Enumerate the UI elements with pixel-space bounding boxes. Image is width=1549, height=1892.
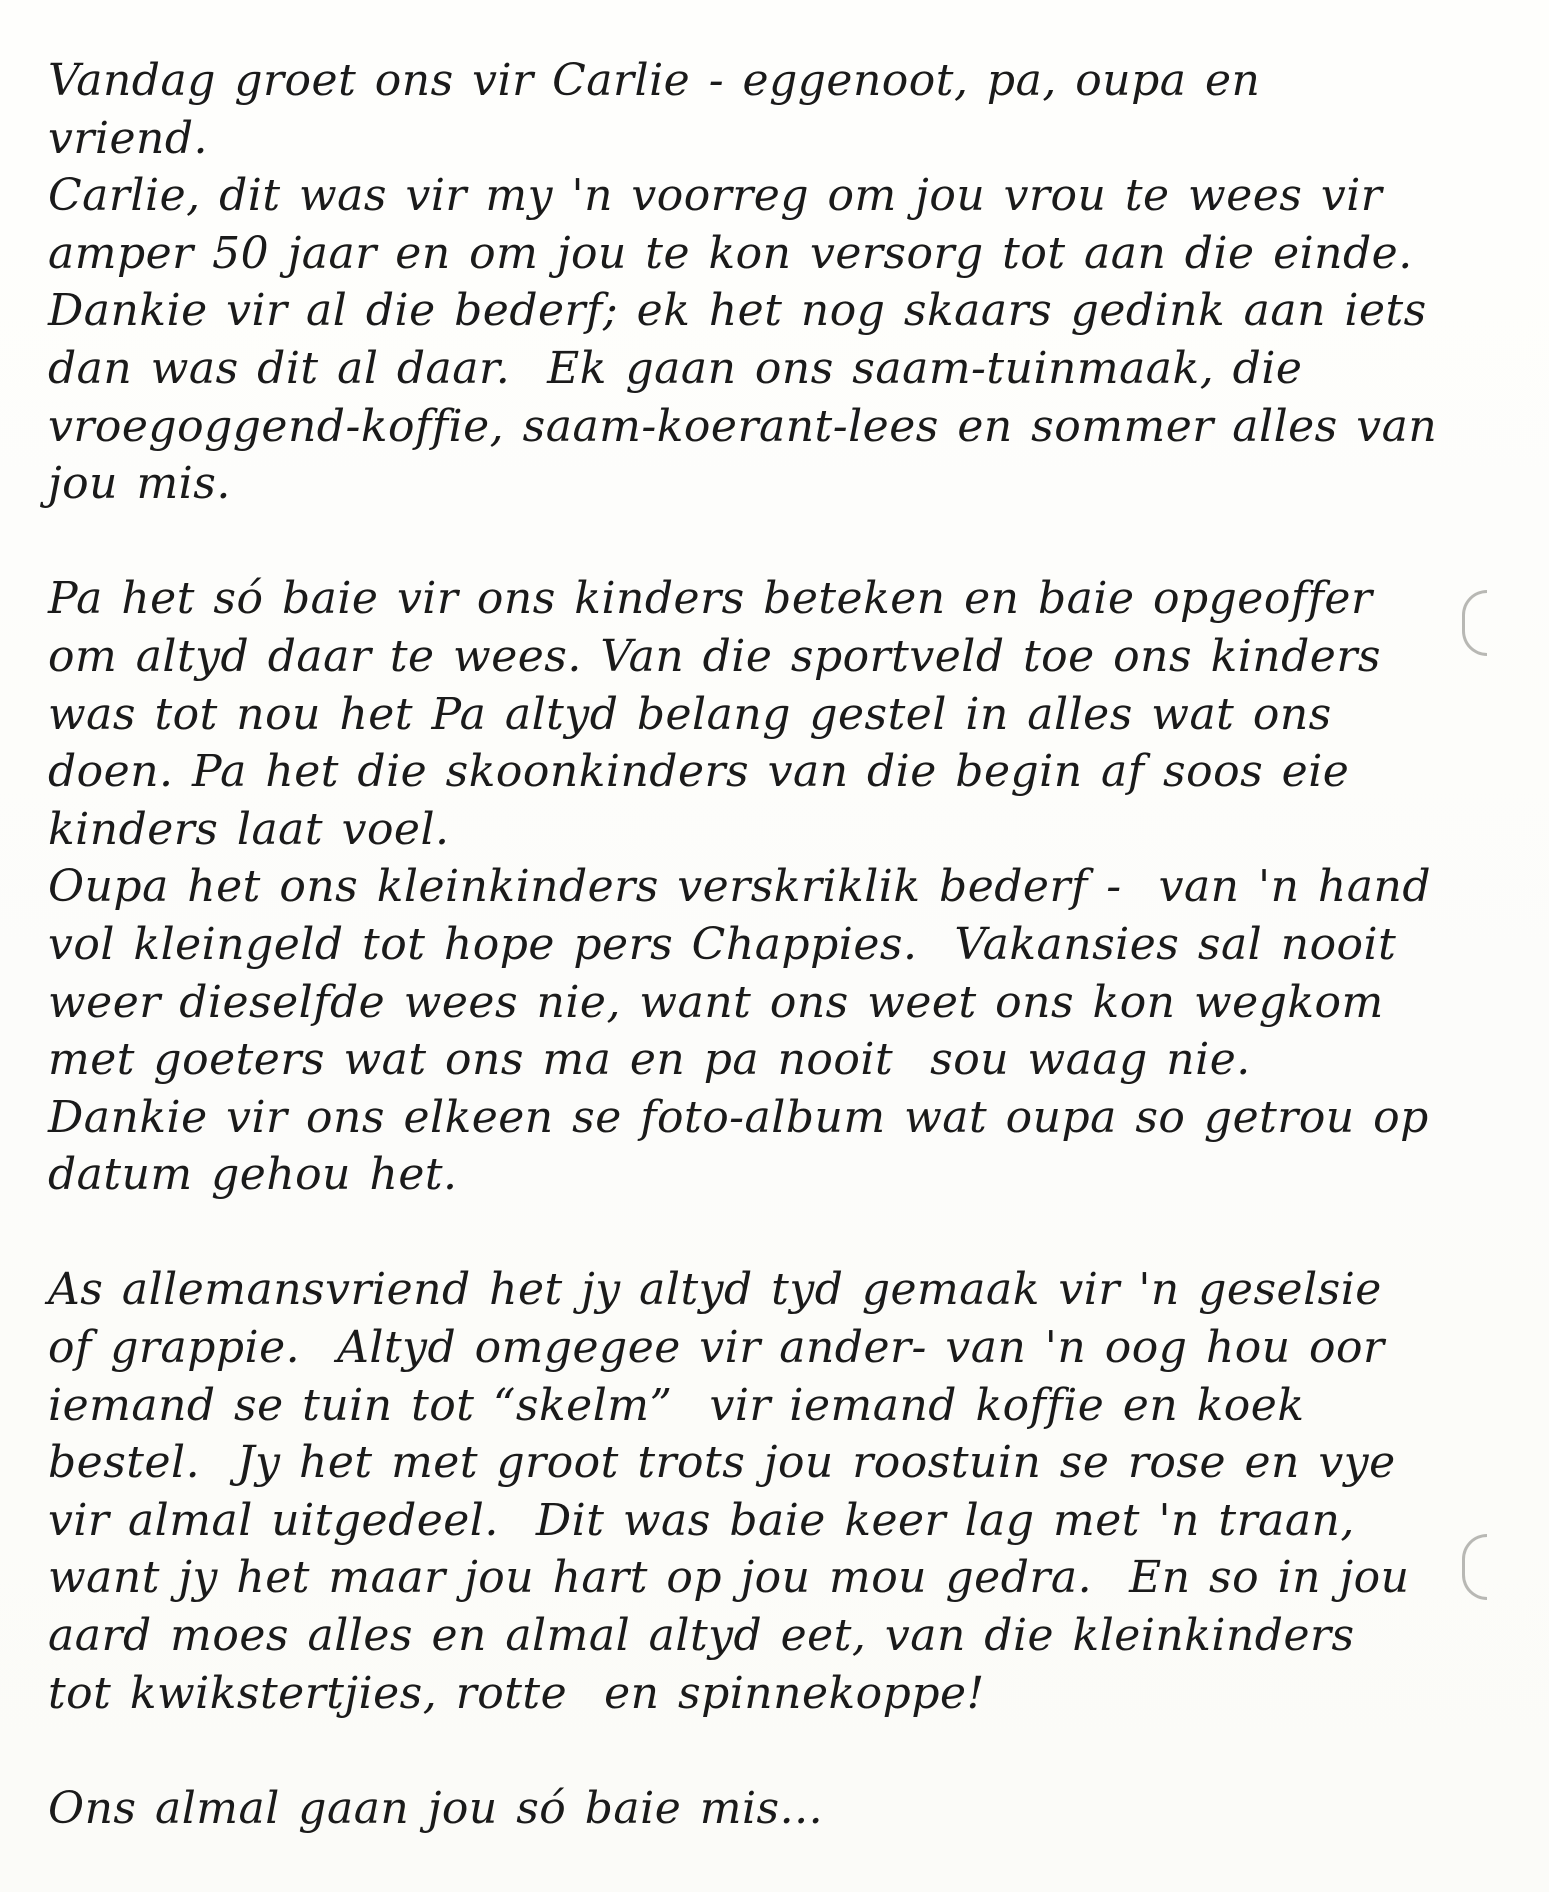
text-line: of grappie. Altyd omgegee vir ander- van 'n oog hou oor xyxy=(48,1322,1385,1374)
text-line: vir almal uitgedeel. Dit was baie keer lag met 'n traan, xyxy=(48,1494,1355,1546)
text-line: Vandag groet ons vir Carlie - eggenoot, pa, oupa en xyxy=(48,55,1261,106)
text-line: As allemansvriend het jy altyd tyd gemaak vir 'n geselsie xyxy=(48,1264,1382,1316)
paragraph-gap xyxy=(48,1722,1508,1780)
text-line: met goeters wat ons ma en pa nooit sou waag nie. xyxy=(48,1034,1251,1086)
text-line: vol kleingeld tot hope pers Chappies. Vakansies sal nooit xyxy=(48,918,1397,970)
text-line: Ons almal gaan jou só baie mis... xyxy=(48,1782,824,1834)
tribute-text xyxy=(48,52,1508,1837)
text-line: vriend. xyxy=(48,112,208,164)
paragraph-gap xyxy=(48,1204,1508,1262)
text-line: weer dieselfde wees nie, want ons weet ons kon wegkom xyxy=(48,976,1384,1028)
text-line: dan was dit al daar. Ek gaan ons saam-tuinmaak, die xyxy=(48,342,1303,394)
text-line: jou mis. xyxy=(48,458,231,510)
text-line: om altyd daar te wees. Van die sportveld toe ons kinders xyxy=(48,630,1381,682)
text-line: Pa het só baie vir ons kinders beteken en baie opgeoffer xyxy=(48,573,1373,625)
text-line: iemand se tuin tot “skelm” vir iemand koffie en koek xyxy=(48,1379,1305,1431)
text-line: Oupa het ons kleinkinders verskriklik bederf - van 'n hand xyxy=(48,861,1431,913)
text-line: amper 50 jaar en om jou te kon versorg tot aan die einde. xyxy=(48,227,1413,279)
text-line: tot kwikstertjies, rotte en spinnekoppe! xyxy=(48,1667,985,1719)
text-line: doen. Pa het die skoonkinders van die begin af soos eie xyxy=(48,746,1350,798)
text-line: was tot nou het Pa altyd belang gestel in alles wat ons xyxy=(48,688,1332,740)
text-line: Dankie vir ons elkeen se foto-album wat oupa so getrou op xyxy=(48,1091,1429,1143)
text-line: bestel. Jy het met groot trots jou roostuin se rose en vye xyxy=(48,1437,1396,1489)
text-line: aard moes alles en almal altyd eet, van die kleinkinders xyxy=(48,1610,1355,1662)
text-line: Dankie vir al die bederf; ek het nog skaars gedink aan iets xyxy=(48,285,1427,337)
text-line: Carlie, dit was vir my 'n voorreg om jou vrou te wees vir xyxy=(48,170,1383,222)
text-line: vroegoggend-koffie, saam-koerant-lees en sommer alles van xyxy=(48,400,1438,452)
text-line: want jy het maar jou hart op jou mou gedra. En so in jou xyxy=(48,1552,1410,1604)
paragraph-gap xyxy=(48,513,1508,571)
text-line: datum gehou het. xyxy=(48,1149,458,1201)
text-line: kinders laat voel. xyxy=(48,803,450,855)
